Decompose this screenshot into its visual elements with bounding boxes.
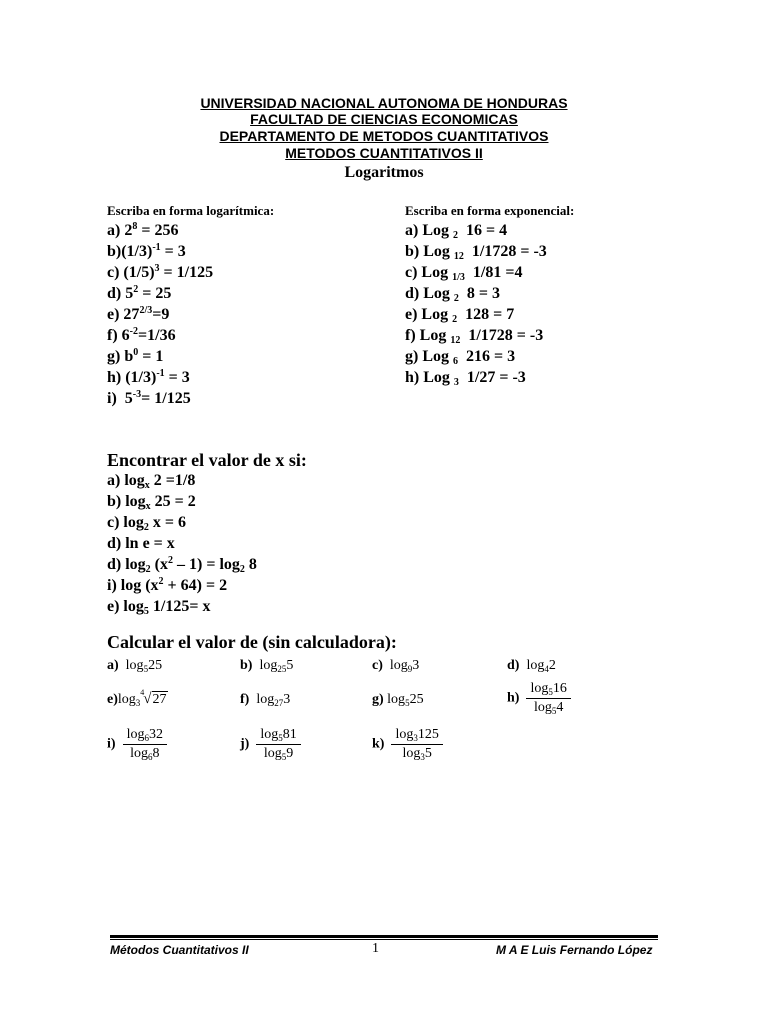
list-item: $e)\log_3^4√27$ — [107, 688, 167, 708]
right-column-heading: Escriba en forma exponencial: — [405, 203, 575, 218]
list-item: b) $\log_{25}5$ — [240, 658, 294, 674]
list-item: g) $\log_525$ — [372, 692, 424, 708]
page-number: 1 — [372, 941, 379, 956]
list-item: c) $\log_93$ — [372, 658, 420, 674]
list-item: d) $5^2 = 25$ — [107, 284, 172, 302]
left-column-heading: Escriba en forma logarítmica: — [107, 203, 275, 218]
list-item: c) $\log_2 x = 6$ — [107, 514, 186, 533]
list-item: a) $\log_525$ — [107, 658, 163, 674]
section-title-calculate: Calcular el valor de (sin calculadora): — [107, 632, 397, 652]
footer-divider-thin — [110, 939, 658, 940]
header-university: UNIVERSIDAD NACIONAL AUTONOMA DE HONDURAS — [200, 95, 568, 111]
list-item: c) $(1/5)^3 = 1/125$ — [107, 263, 214, 281]
list-item: b) Log $_{12}$ 1/1728 = -3 — [405, 243, 547, 262]
footer-author: M A E Luis Fernando López — [496, 943, 653, 957]
list-item: i) $5^{-3}= 1/125$ — [107, 389, 191, 407]
list-item: h) Log $_3$ 1/27 = -3 — [405, 369, 526, 388]
list-item: a) $2^8 = 256$ — [107, 221, 179, 239]
list-item: f) Log $_{12}$ 1/1728 = -3 — [405, 327, 544, 346]
section-title-find-x: Encontrar el valor de x si: — [107, 450, 307, 470]
header-department: DEPARTAMENTO DE METODOS CUANTITATIVOS — [219, 128, 549, 144]
list-item: g) Log $_6$ 216 = 3 — [405, 348, 516, 367]
list-item: e) $27^{2/3}=9$ — [107, 305, 170, 323]
footer-course-name: Métodos Cuantitativos II — [110, 943, 249, 957]
list-item: h) $(1/3)^{-1} = 3$ — [107, 368, 190, 386]
list-item: c) Log $_{1/3}$ 1/81 =4 — [405, 264, 523, 283]
list-item: $b)(1/3)^{-1} = 3$ — [107, 242, 186, 260]
list-item: i) $\frac{\log_632}{\log_68}$ — [107, 726, 167, 763]
list-item: b) $\log_x 25 = 2$ — [107, 493, 196, 512]
list-item: a) $\log_x 2 =1/8$ — [107, 472, 196, 491]
page-title: Logaritmos — [344, 164, 424, 181]
list-item: g) $b^0 = 1$ — [107, 347, 164, 365]
list-item: e) Log $_2$ 128 = 7 — [405, 306, 515, 325]
header-faculty: FACULTAD DE CIENCIAS ECONOMICAS — [250, 111, 518, 127]
list-item: d) ln e = x — [107, 535, 175, 552]
list-item: i) $\log (x^2 + 64) = 2$ — [107, 576, 228, 594]
list-item: a) Log $_2$ 16 = 4 — [405, 222, 508, 241]
footer-divider — [110, 935, 658, 938]
list-item: f) $\log_{27}3$ — [240, 692, 291, 708]
list-item: h) $\frac{\log_516}{\log_54}$ — [507, 680, 571, 717]
list-item: j) $\frac{\log_581}{\log_59}$ — [240, 726, 301, 763]
list-item: d) $\log_42$ — [507, 658, 556, 674]
list-item: f) $6^{-2}=1/36$ — [107, 326, 176, 344]
list-item: d) $\log_2 (x^2 - 1) = \log_2 8$ — [107, 555, 257, 575]
header-course: METODOS CUANTITATIVOS II — [285, 145, 483, 161]
list-item: k) $\frac{\log_3125}{\log_35}$ — [372, 726, 443, 763]
list-item: d) Log $_2$ 8 = 3 — [405, 285, 501, 304]
list-item: e) $\log_5 1/125= x$ — [107, 598, 211, 617]
